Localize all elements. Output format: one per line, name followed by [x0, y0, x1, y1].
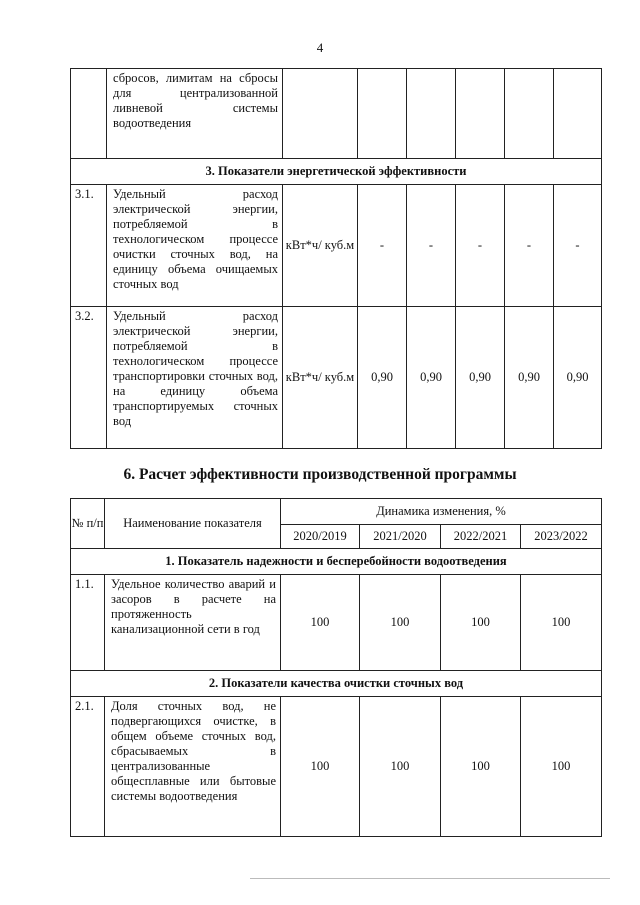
value-cell: 100	[281, 697, 360, 837]
dynamics-header: Динамика изменения, %	[281, 499, 602, 525]
table-row	[71, 69, 602, 159]
efficiency-table	[70, 498, 602, 837]
period-header: 2020/2019	[281, 525, 360, 549]
value-cell: 0,90	[358, 307, 407, 449]
indicator-name: Удельное количество аварий и засоров в расчете на протяженность канализационной сети в год	[105, 575, 281, 671]
value-cell: -	[505, 185, 554, 307]
value-cell	[456, 69, 505, 159]
value-cell: 100	[441, 697, 521, 837]
row-number: 3.1.	[71, 185, 107, 307]
section-title: 2. Показатели качества очистки сточных вод	[71, 671, 602, 697]
value-cell: 0,90	[456, 307, 505, 449]
period-header: 2022/2021	[441, 525, 521, 549]
value-cell: 100	[360, 575, 441, 671]
value-cell: 100	[441, 575, 521, 671]
value-cell	[554, 69, 602, 159]
row-number: 2.1.	[71, 697, 105, 837]
value-cell: 0,90	[554, 307, 602, 449]
section-row	[71, 671, 602, 697]
period-header: 2023/2022	[521, 525, 602, 549]
value-cell	[407, 69, 456, 159]
table-row	[71, 575, 602, 671]
unit-cell: кВт*ч/ куб.м	[283, 307, 358, 449]
value-cell: 0,90	[407, 307, 456, 449]
value-cell	[358, 69, 407, 159]
num-header: № п/п	[71, 499, 105, 549]
indicator-name: Удельный расход электрической энергии, потребляемой в технологическом процессе транспортировки сточных вод, на единицу объема транспортируемых сточных вод	[107, 307, 283, 449]
section-heading: 6. Расчет эффективности производственной программы	[123, 466, 517, 483]
section-row	[71, 159, 602, 185]
header-row	[71, 499, 602, 525]
value-cell: 100	[360, 697, 441, 837]
value-cell: -	[456, 185, 505, 307]
name-header: Наименование показателя	[105, 499, 281, 549]
indicator-name: сбросов, лимитам на сбросы для централизованной ливневой системы водоотведения	[107, 69, 283, 159]
indicator-name: Доля сточных вод, не подвергающихся очистке, в общем объеме сточных вод, сбрасываемых в централизованные общесплавные или бытовые системы водоотведения	[105, 697, 281, 837]
value-cell	[505, 69, 554, 159]
indicator-name: Удельный расход электрической энергии, потребляемой в технологическом процессе очистки сточных вод, на единицу объема очищаемых сточных вод	[107, 185, 283, 307]
value-cell: -	[407, 185, 456, 307]
value-cell: 100	[521, 697, 602, 837]
value-cell: -	[358, 185, 407, 307]
value-cell: 0,90	[505, 307, 554, 449]
table-row	[71, 307, 602, 449]
period-header: 2021/2020	[360, 525, 441, 549]
section-row	[71, 549, 602, 575]
row-number: 3.2.	[71, 307, 107, 449]
value-cell: 100	[281, 575, 360, 671]
value-cell: -	[554, 185, 602, 307]
unit-cell	[283, 69, 358, 159]
section-title: 1. Показатель надежности и бесперебойности водоотведения	[71, 549, 602, 575]
row-number: 1.1.	[71, 575, 105, 671]
unit-cell: кВт*ч/ куб.м	[283, 185, 358, 307]
value-cell: 100	[521, 575, 602, 671]
page-number: 4	[316, 40, 324, 55]
table-row	[71, 185, 602, 307]
section-title: 3. Показатели энергетической эффективности	[71, 159, 602, 185]
row-number	[71, 69, 107, 159]
table-row	[71, 697, 602, 837]
indicators-table	[70, 68, 602, 449]
page-edge-line	[250, 878, 610, 879]
